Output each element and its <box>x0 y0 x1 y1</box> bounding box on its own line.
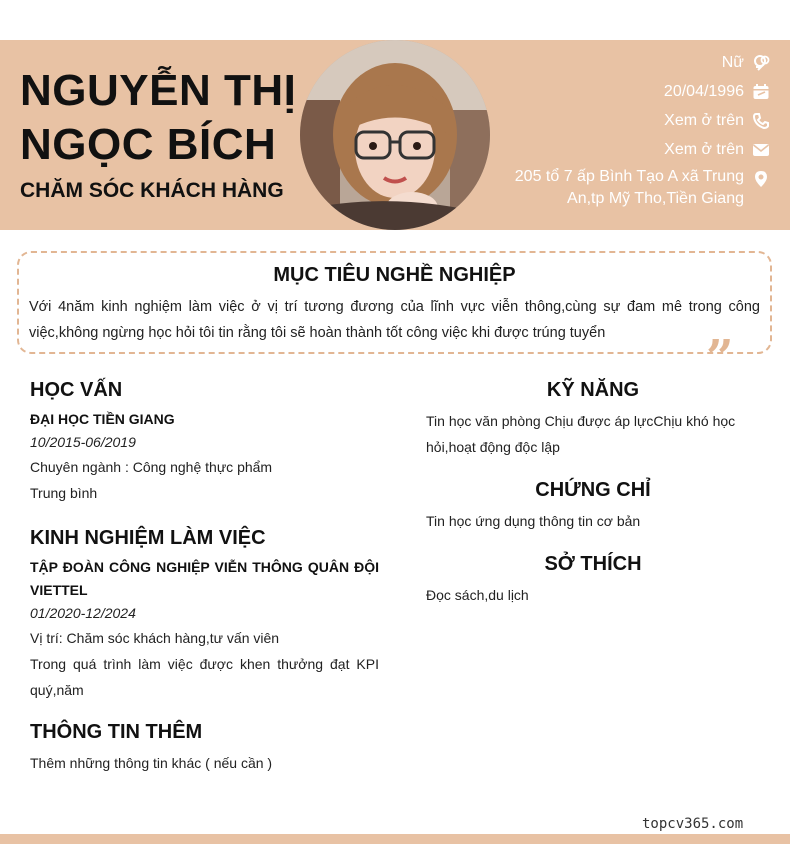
skills-section <box>426 376 760 460</box>
address-text <box>515 166 744 210</box>
experience-section <box>30 524 379 703</box>
experience-period: 01/2020-12/2024 <box>30 605 136 621</box>
certificates-text: Tin học ứng dụng thông tin cơ bản <box>426 513 641 529</box>
objective-text: Với 4năm kinh nghiệm làm việc ở vị trí tương đương của lĩnh vực viễn thông,cùng sự đam mê trong công việc,không ngừng học hỏi tôi tin rằng tôi sẽ hoàn thành tốt công việc khi được trúng tuyển <box>29 299 760 341</box>
certificates-title: CHỨNG CHỈ <box>535 479 651 501</box>
email-text: Xem ở trên <box>664 141 744 158</box>
gender-icon <box>752 54 770 72</box>
extra-info-text: Thêm những thông tin khác ( nếu cần ) <box>30 755 273 771</box>
career-objective-box <box>17 251 772 354</box>
contact-email <box>480 141 770 157</box>
contact-phone <box>480 112 770 128</box>
quote-mark-icon: ” <box>706 330 734 386</box>
experience-achievement: Trong quá trình làm việc được khen thưởng đạt KPI quý,năm <box>30 656 379 698</box>
phone-text: Xem ở trên <box>664 112 744 129</box>
cv-header <box>0 40 790 230</box>
left-column <box>30 376 379 776</box>
right-column <box>426 376 760 608</box>
phone-icon <box>752 112 770 130</box>
certificates-section <box>426 476 760 534</box>
skills-text: Tin học văn phòng Chịu được áp lựcChịu khó học hỏi,hoạt động độc lập <box>426 413 736 455</box>
candidate-role: CHĂM SÓC KHÁCH HÀNG <box>20 179 284 202</box>
address-line-2: An,tp Mỹ Tho,Tiền Giang <box>567 190 744 207</box>
hobbies-title: SỞ THÍCH <box>544 553 642 575</box>
education-period: 10/2015-06/2019 <box>30 434 136 450</box>
education-major: Chuyên ngành : Công nghệ thực phẩm <box>30 459 273 475</box>
contact-gender <box>480 54 770 70</box>
email-icon <box>752 141 770 159</box>
name-line-1: NGUYỄN THỊ <box>20 66 297 115</box>
footer-bar <box>0 834 790 844</box>
objective-title: MỤC TIÊU NGHỀ NGHIỆP <box>273 264 516 286</box>
name-line-2: NGỌC BÍCH <box>20 120 277 169</box>
profile-photo <box>300 40 490 230</box>
education-grade: Trung bình <box>30 485 98 501</box>
hobbies-section <box>426 550 760 608</box>
contact-birthday <box>480 83 770 99</box>
education-title: HỌC VẤN <box>30 379 123 401</box>
experience-title: KINH NGHIỆM LÀM VIỆC <box>30 527 266 549</box>
experience-company: TẬP ĐOÀN CÔNG NGHIỆP VIỄN THÔNG QUÂN ĐỘI VIETTEL <box>30 559 379 598</box>
birthday-text: 20/04/1996 <box>663 83 744 100</box>
calendar-icon <box>752 83 770 101</box>
hobbies-text: Đọc sách,du lịch <box>426 587 529 603</box>
gender-text: Nữ <box>721 54 744 71</box>
site-watermark: topcv365.com <box>642 816 744 832</box>
education-section <box>30 376 379 506</box>
address-line-1: 205 tổ 7 ấp Bình Tạo A xã Trung <box>514 168 744 185</box>
skills-title: KỸ NĂNG <box>546 379 640 401</box>
extra-info-section <box>30 718 379 776</box>
contact-info <box>480 40 770 210</box>
location-icon <box>752 170 770 188</box>
experience-position: Vị trí: Chăm sóc khách hàng,tư vấn viên <box>30 630 280 646</box>
education-school: ĐẠI HỌC TIỀN GIANG <box>30 411 175 427</box>
contact-address <box>480 170 770 210</box>
extra-info-title: THÔNG TIN THÊM <box>30 721 203 743</box>
candidate-name <box>20 64 296 172</box>
